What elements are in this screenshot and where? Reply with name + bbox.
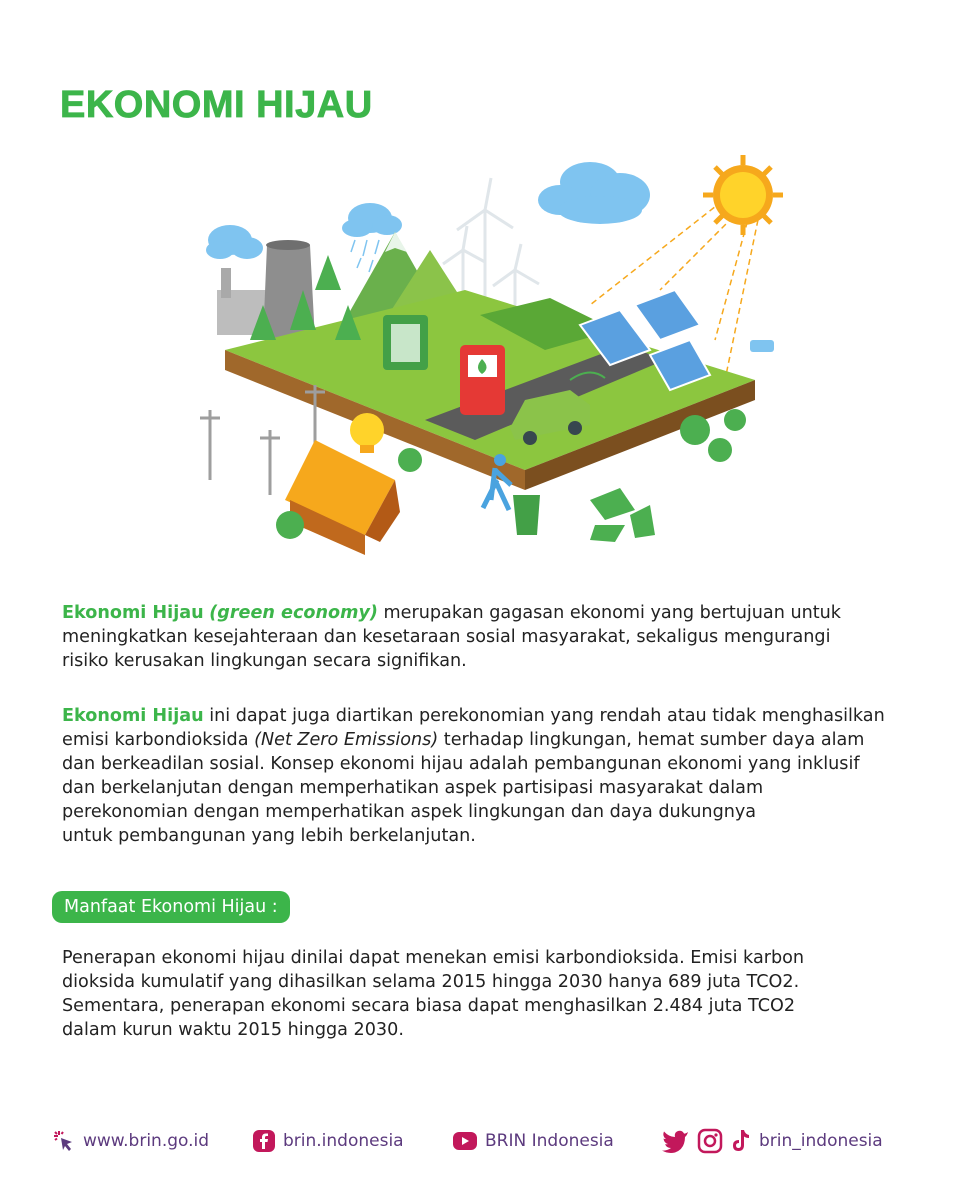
social-handle-text: brin_indonesia xyxy=(759,1131,883,1151)
page-title: EKONOMI HIJAU xyxy=(60,84,373,126)
green-economy-city-illustration xyxy=(195,140,795,560)
intro-paragraph xyxy=(62,601,942,673)
paragraph-line: meningkatkan kesejahteraan dan kesetaraan sosial masyarakat, sekaligus mengurangi xyxy=(62,627,831,647)
website-link[interactable] xyxy=(52,1126,209,1156)
paragraph-line: dan berkelanjutan dengan memperhatikan aspek partisipasi masyarakat dalam xyxy=(62,778,764,798)
youtube-link[interactable] xyxy=(452,1126,614,1156)
footer xyxy=(0,1126,961,1156)
paragraph-line: perekonomian dengan memperhatikan aspek lingkungan dan daya dukungnya xyxy=(62,802,757,822)
definition-paragraph xyxy=(62,704,942,848)
youtube-icon xyxy=(452,1129,478,1153)
paragraph-line: untuk pembangunan yang lebih berkelanjutan. xyxy=(62,826,476,846)
paragraph-line: Penerapan ekonomi hijau dinilai dapat menekan emisi karbondioksida. Emisi karbon xyxy=(62,948,805,968)
social-handle-link[interactable] xyxy=(660,1126,883,1156)
paragraph-line: risiko kerusakan lingkungan secara signifikan. xyxy=(62,651,467,671)
recycle-icon xyxy=(590,488,655,542)
benefit-paragraph xyxy=(62,946,942,1042)
website-text: www.brin.go.id xyxy=(83,1131,210,1151)
paragraph-line: Ekonomi Hijau (green economy) merupakan gagasan ekonomi yang bertujuan untuk xyxy=(62,603,841,623)
facebook-text: brin.indonesia xyxy=(283,1131,404,1151)
paragraph-line: emisi karbondioksida (Net Zero Emissions) terhadap lingkungan, hemat sumber daya alam xyxy=(62,730,865,750)
facebook-link[interactable] xyxy=(252,1126,404,1156)
paragraph-line: Sementara, penerapan ekonomi secara biasa dapat menghasilkan 2.484 juta TCO2 xyxy=(62,996,796,1016)
house-icon xyxy=(285,440,400,555)
youtube-text: BRIN Indonesia xyxy=(485,1131,614,1151)
paragraph-line: dioksida kumulatif yang dihasilkan selama 2015 hingga 2030 hanya 689 juta TCO2. xyxy=(62,972,800,992)
cloud-icon xyxy=(538,162,650,224)
tiktok-icon xyxy=(730,1128,752,1154)
cursor-click-icon xyxy=(52,1129,76,1153)
paragraph-line: dalam kurun waktu 2015 hingga 2030. xyxy=(62,1020,404,1040)
paragraph-line: dan berkeadilan sosial. Konsep ekonomi hijau adalah pembangunan ekonomi yang inklusif xyxy=(62,754,860,774)
sun-icon xyxy=(703,155,783,235)
fuel-pump-icon xyxy=(460,345,505,415)
instagram-icon xyxy=(697,1128,723,1154)
benefit-heading-badge: Manfaat Ekonomi Hijau : xyxy=(52,891,290,923)
twitter-icon xyxy=(660,1128,690,1154)
facebook-icon xyxy=(252,1129,276,1153)
paragraph-line: Ekonomi Hijau ini dapat juga diartikan perekonomian yang rendah atau tidak menghasilkan xyxy=(62,706,885,726)
